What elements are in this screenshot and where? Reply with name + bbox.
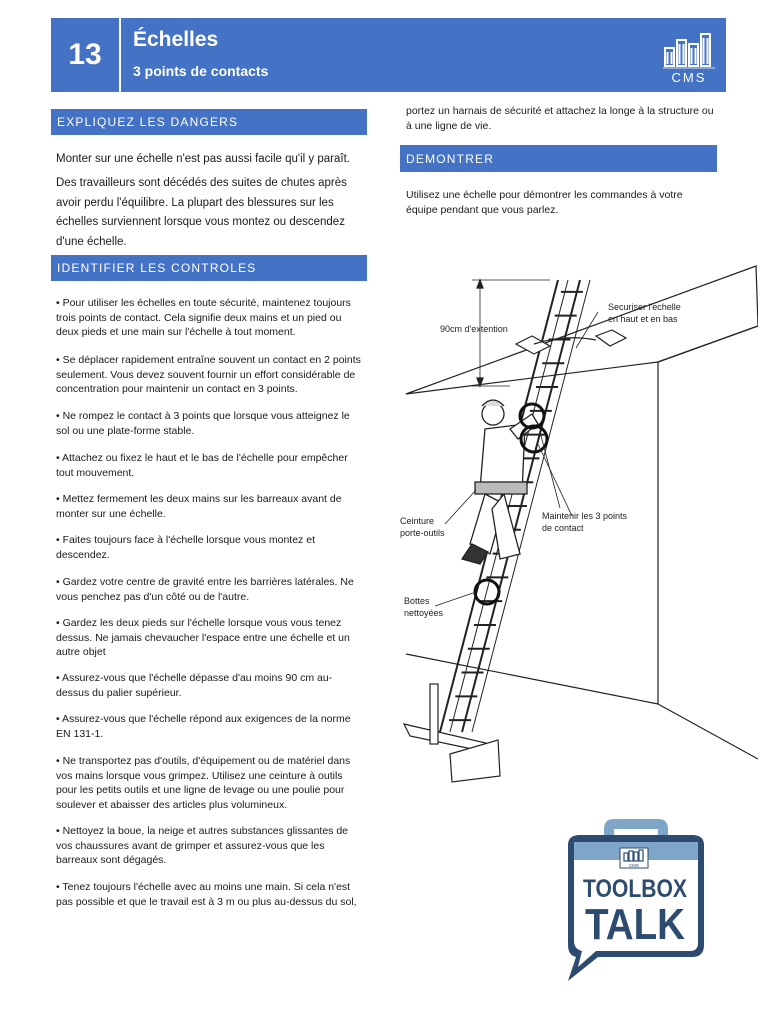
toolbox-talk-logo	[558, 815, 714, 985]
label-belt-line1: Ceinture	[400, 516, 435, 526]
control-bullet: • Attachez ou fixez le haut et le bas de l'échelle pour empêcher tout mouvement.	[56, 452, 348, 479]
dangers-body: Des travailleurs sont décédés des suites de chutes après avoir perdu l'équilibre. La plupart des blessures sur les échelles surviennent lorsque vous montez ou descendez d'une échelle.	[56, 177, 347, 248]
logo-text: CMS	[671, 70, 707, 85]
section-dangers-header	[51, 109, 367, 135]
control-bullet: • Assurez-vous que l'échelle répond aux exigences de la norme EN 131-1.	[56, 713, 351, 740]
dangers-intro: Monter sur une échelle n'est pas aussi facile qu'il y paraît.	[56, 153, 350, 165]
topic-number: 13	[51, 18, 121, 92]
control-bullet: • Se déplacer rapidement entraîne souvent un contact en 2 points seulement. Vous devez souvent fournir un effort considérable de concentration pour maintenir un contact en 3 points.	[56, 354, 361, 395]
control-bullet: • Tenez toujours l'échelle avec au moins une main. Si cela n'est pas possible et que le travail est à 3 m ou plus au-dessus du sol,	[56, 881, 357, 908]
toolbox-line2: TALK	[585, 900, 686, 949]
ladder-illustration	[400, 254, 758, 784]
label-contact-line2: de contact	[542, 523, 584, 533]
section-demo-title: DEMONTRER	[406, 151, 495, 166]
control-bullet: • Gardez les deux pieds sur l'échelle lorsque vous vous tenez dessus. Ne jamais chevaucher l'espace entre une échelle et un autre objet	[56, 617, 350, 658]
label-boots-line1: Bottes	[404, 596, 430, 606]
page-subtitle: 3 points de contacts	[133, 63, 269, 79]
label-secure-line2: en haut et en bas	[608, 314, 678, 324]
toolbox-mini-logo-text: CMS	[629, 863, 639, 868]
control-bullet: • Assurez-vous que l'échelle dépasse d'au moins 90 cm au-dessus du palier supérieur.	[56, 672, 333, 699]
page-title: Échelles	[133, 28, 219, 51]
control-bullet: • Gardez votre centre de gravité entre les barrières latérales. Ne vous penchez pas d'un côté ou de l'autre.	[56, 576, 354, 603]
section-demo-header	[400, 145, 717, 172]
section-controls-header	[51, 255, 367, 281]
section-dangers-title: EXPLIQUEZ LES DANGERS	[57, 115, 239, 129]
label-boots-line2: nettoyées	[404, 608, 444, 618]
label-belt-line2: porte-outils	[400, 528, 445, 538]
label-contact-line1: Maintenir les 3 points	[542, 511, 628, 521]
control-bullet: • Faites toujours face à l'échelle lorsque vous montez et descendez.	[56, 534, 315, 561]
control-bullet: • Mettez fermement les deux mains sur les barreaux avant de monter sur une échelle.	[56, 493, 342, 520]
continuation-text: portez un harnais de sécurité et attachez la longe à la structure ou à une ligne de vie.	[406, 105, 714, 132]
demo-text: Utilisez une échelle pour démontrer les commandes à votre équipe pendant que vous parlez.	[406, 189, 683, 216]
control-bullet: • Ne rompez le contact à 3 points que lorsque vous atteignez le sol ou une plate-forme stable.	[56, 410, 350, 437]
control-bullet: • Nettoyez la boue, la neige et autres substances glissantes de vos chaussures avant de grimper et assurez-vous que les barreaux sont dégagés.	[56, 825, 349, 866]
label-secure-line1: Securiser l'echelle	[608, 302, 681, 312]
control-bullet: • Ne transportez pas d'outils, d'équipement ou de matériel dans vos mains lorsque vous grimpez. Utilisez une ceinture à outils pour les petits outils et une ligne de levage ou une poulie pour soulever et abaisser des articles plus volumineux.	[56, 755, 351, 811]
section-controls-title: IDENTIFIER LES CONTROLES	[57, 261, 257, 275]
page-header	[51, 18, 726, 92]
label-extension: 90cm d'extention	[440, 324, 508, 334]
control-bullet: • Pour utiliser les échelles en toute sécurité, maintenez toujours trois points de contact. Cela signifie deux mains et un pied ou deux pieds et une main sur l'échelle à tout moment.	[56, 297, 351, 338]
toolbox-line1: TOOLBOX	[583, 875, 688, 903]
